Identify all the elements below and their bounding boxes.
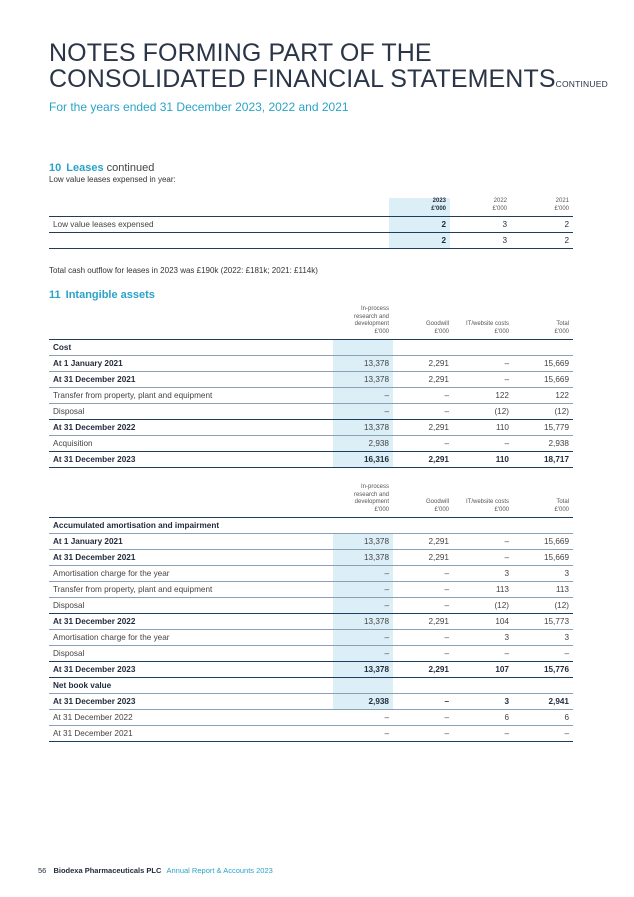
section-title: Intangible assets: [65, 289, 155, 301]
col-irnd: In-process research and development £'000: [353, 484, 389, 513]
col-it: IT/website costs £'000: [465, 321, 509, 335]
title-line-2: CONSOLIDATED FINANCIAL STATEMENTS: [49, 65, 556, 93]
report-name: Annual Report & Accounts 2023: [166, 866, 273, 875]
table-row: At 31 December 2022 13,378 2,291 110 15,779: [49, 420, 573, 436]
continued-label: CONTINUED: [555, 79, 608, 89]
company-name: Biodexa Pharmaceuticals PLC: [53, 866, 162, 875]
table-row-total: 2 3 2: [49, 233, 573, 249]
col-2021: 2021 £'000: [554, 198, 569, 212]
table-row: At 1 January 2021 13,378 2,291 – 15,669: [49, 356, 573, 372]
nbv-title: Net book value: [49, 678, 333, 694]
table-row: Low value leases expensed 2 3 2: [49, 217, 573, 233]
table-row: At 1 January 2021 13,378 2,291 – 15,669: [49, 534, 573, 550]
col-total: Total £'000: [554, 321, 569, 335]
leases-section-heading: [49, 162, 176, 184]
page-number: 56: [38, 866, 47, 875]
col-goodwill: Goodwill £'000: [425, 499, 449, 513]
table-row: Amortisation charge for the year – – 3 3: [49, 630, 573, 646]
col-total: Total £'000: [554, 499, 569, 513]
table-row: At 31 December 2021 13,378 2,291 – 15,669: [49, 550, 573, 566]
table-row-total: At 31 December 2023 16,316 2,291 110 18,717: [49, 452, 573, 468]
intangibles-cost-table: [49, 306, 573, 468]
intangibles-section-heading: [49, 289, 155, 301]
section-number: 11: [49, 289, 61, 301]
page-subtitle: For the years ended 31 December 2023, 2022 and 2021: [49, 100, 349, 114]
section-number: 10: [49, 162, 62, 174]
table-row-total: At 31 December 2023 13,378 2,291 107 15,776: [49, 662, 573, 678]
leases-subheading: Low value leases expensed in year:: [49, 175, 176, 184]
section-title: Leases: [66, 162, 104, 174]
table-row: Acquisition 2,938 – – 2,938: [49, 436, 573, 452]
leases-table: [49, 198, 573, 249]
table-row: At 31 December 2021 13,378 2,291 – 15,669: [49, 372, 573, 388]
page-footer: [38, 866, 273, 875]
section-continued: continued: [106, 162, 155, 174]
col-2022: 2022 £'000: [492, 198, 507, 212]
table-row: Disposal – – (12) (12): [49, 598, 573, 614]
col-2023: 2023 £'000: [389, 198, 450, 217]
intangibles-amortisation-table: [49, 484, 573, 742]
table-row: Disposal – – (12) (12): [49, 404, 573, 420]
page-header: [49, 40, 609, 114]
lease-cash-outflow-note: Total cash outflow for leases in 2023 was £190k (2022: £181k; 2021: £114k): [49, 266, 318, 275]
table-row: At 31 December 2023 2,938 – 3 2,941: [49, 694, 573, 710]
table-row: Disposal – – – –: [49, 646, 573, 662]
amortisation-title: Accumulated amortisation and impairment: [49, 518, 393, 534]
col-irnd: In-process research and development £'000: [353, 306, 389, 335]
col-goodwill: Goodwill £'000: [425, 321, 449, 335]
table-row: At 31 December 2022 – – 6 6: [49, 710, 573, 726]
table-row: At 31 December 2021 – – – –: [49, 726, 573, 742]
page-title: [49, 40, 609, 97]
table-row: Transfer from property, plant and equipment – – 113 113: [49, 582, 573, 598]
cost-title: Cost: [49, 340, 333, 356]
table-row: Transfer from property, plant and equipment – – 122 122: [49, 388, 573, 404]
title-line-1: NOTES FORMING PART OF THE: [49, 39, 432, 67]
table-row: At 31 December 2022 13,378 2,291 104 15,773: [49, 614, 573, 630]
col-it: IT/website costs £'000: [465, 499, 509, 513]
table-row: Amortisation charge for the year – – 3 3: [49, 566, 573, 582]
